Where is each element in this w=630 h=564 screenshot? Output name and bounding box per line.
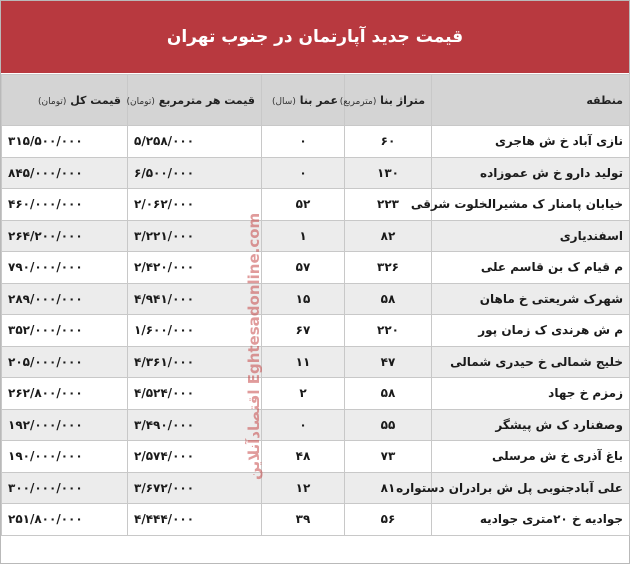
table-row: [2, 220, 630, 252]
total-price-cell: ۳۵۲/۰۰۰/۰۰۰: [2, 315, 128, 347]
region-cell: خیابان پامنار ک مشیرالخلوت شرقی: [432, 189, 630, 221]
header-age: عمر بنا (سال): [262, 75, 345, 126]
price-per-meter-cell: ۵/۲۵۸/۰۰۰: [128, 126, 262, 158]
age-cell: ۱۵: [262, 283, 345, 315]
total-price-cell: ۱۹۰/۰۰۰/۰۰۰: [2, 441, 128, 473]
area-cell: ۲۲۳: [345, 189, 432, 221]
total-price-cell: ۴۶۰/۰۰۰/۰۰۰: [2, 189, 128, 221]
table-row: [2, 378, 630, 410]
price-per-meter-cell: ۲/۰۶۲/۰۰۰: [128, 189, 262, 221]
header-age-unit: (سال): [271, 96, 296, 107]
age-cell: ۰: [262, 409, 345, 441]
area-cell: ۱۳۰: [345, 157, 432, 189]
header-price-per-meter: قیمت هر مترمربع (تومان): [128, 75, 262, 126]
price-per-meter-cell: ۶/۵۰۰/۰۰۰: [128, 157, 262, 189]
table-row: [2, 189, 630, 221]
price-per-meter-cell: ۲/۴۲۰/۰۰۰: [128, 252, 262, 284]
area-cell: ۲۲۰: [345, 315, 432, 347]
table-row: [2, 472, 630, 504]
area-cell: ۵۸: [345, 378, 432, 410]
region-cell: نازی آباد خ ش هاجری: [432, 126, 630, 158]
price-table: [1, 74, 630, 536]
age-cell: ۱۱: [262, 346, 345, 378]
area-cell: ۶۰: [345, 126, 432, 158]
price-per-meter-cell: ۲/۵۷۴/۰۰۰: [128, 441, 262, 473]
table-row: [2, 157, 630, 189]
total-price-cell: ۲۶۲/۸۰۰/۰۰۰: [2, 378, 128, 410]
area-cell: ۵۶: [345, 504, 432, 536]
table-row: [2, 409, 630, 441]
region-cell: م قیام ک بن قاسم علی: [432, 252, 630, 284]
age-cell: ۵۷: [262, 252, 345, 284]
header-region: منطقه: [432, 75, 630, 126]
total-price-cell: ۲۵۱/۸۰۰/۰۰۰: [2, 504, 128, 536]
region-cell: شهرک شریعتی خ ماهان: [432, 283, 630, 315]
price-per-meter-cell: ۴/۹۴۱/۰۰۰: [128, 283, 262, 315]
header-price-per-meter-unit: (تومان): [126, 96, 155, 107]
region-cell: جوادیه خ ۲۰متری جوادیه: [432, 504, 630, 536]
total-price-cell: ۲۸۹/۰۰۰/۰۰۰: [2, 283, 128, 315]
price-per-meter-cell: ۳/۴۹۰/۰۰۰: [128, 409, 262, 441]
age-cell: ۶۷: [262, 315, 345, 347]
header-total-price-unit: (تومان): [38, 96, 67, 107]
area-cell: ۸۱: [345, 472, 432, 504]
age-cell: ۳۹: [262, 504, 345, 536]
region-cell: خلیج شمالی خ حیدری شمالی: [432, 346, 630, 378]
area-cell: ۸۲: [345, 220, 432, 252]
price-per-meter-cell: ۴/۵۲۴/۰۰۰: [128, 378, 262, 410]
region-cell: علی آبادجنوبی پل ش برادران دستواره: [432, 472, 630, 504]
region-cell: اسفندیاری: [432, 220, 630, 252]
age-cell: ۱۲: [262, 472, 345, 504]
region-cell: وصفنارد ک ش پیشگر: [432, 409, 630, 441]
header-area: متراژ بنا (مترمربع): [345, 75, 432, 126]
area-cell: ۷۳: [345, 441, 432, 473]
price-per-meter-cell: ۴/۳۶۱/۰۰۰: [128, 346, 262, 378]
header-row: [2, 75, 630, 126]
table-title: قیمت جدید آپارتمان در جنوب تهران: [1, 1, 629, 74]
age-cell: ۵۲: [262, 189, 345, 221]
total-price-cell: ۸۴۵/۰۰۰/۰۰۰: [2, 157, 128, 189]
age-cell: ۲: [262, 378, 345, 410]
price-per-meter-cell: ۳/۲۲۱/۰۰۰: [128, 220, 262, 252]
age-cell: ۰: [262, 126, 345, 158]
price-per-meter-cell: ۱/۶۰۰/۰۰۰: [128, 315, 262, 347]
region-cell: تولید دارو خ ش عموزاده: [432, 157, 630, 189]
area-cell: ۵۵: [345, 409, 432, 441]
total-price-cell: ۱۹۲/۰۰۰/۰۰۰: [2, 409, 128, 441]
total-price-cell: ۲۰۵/۰۰۰/۰۰۰: [2, 346, 128, 378]
price-per-meter-cell: ۳/۶۷۲/۰۰۰: [128, 472, 262, 504]
region-cell: م ش هرندی ک زمان پور: [432, 315, 630, 347]
watermark-text: اقتصادآنلاین Eghtesadonline.com: [245, 212, 263, 480]
table-row: [2, 315, 630, 347]
age-cell: ۰: [262, 157, 345, 189]
table-row: [2, 283, 630, 315]
total-price-cell: ۳۱۵/۵۰۰/۰۰۰: [2, 126, 128, 158]
total-price-cell: ۲۶۴/۲۰۰/۰۰۰: [2, 220, 128, 252]
region-cell: زمزم خ جهاد: [432, 378, 630, 410]
area-cell: ۴۷: [345, 346, 432, 378]
table-row: [2, 504, 630, 536]
area-cell: ۵۸: [345, 283, 432, 315]
region-cell: باغ آذری خ ش مرسلی: [432, 441, 630, 473]
table-row: [2, 126, 630, 158]
price-per-meter-cell: ۴/۴۴۴/۰۰۰: [128, 504, 262, 536]
table-row: [2, 252, 630, 284]
header-area-unit: (مترمربع): [339, 96, 377, 107]
area-cell: ۳۲۶: [345, 252, 432, 284]
total-price-cell: ۳۰۰/۰۰۰/۰۰۰: [2, 472, 128, 504]
total-price-cell: ۷۹۰/۰۰۰/۰۰۰: [2, 252, 128, 284]
table-row: [2, 441, 630, 473]
header-total-price: قیمت کل (تومان): [2, 75, 128, 126]
age-cell: ۴۸: [262, 441, 345, 473]
table-row: [2, 346, 630, 378]
age-cell: ۱: [262, 220, 345, 252]
